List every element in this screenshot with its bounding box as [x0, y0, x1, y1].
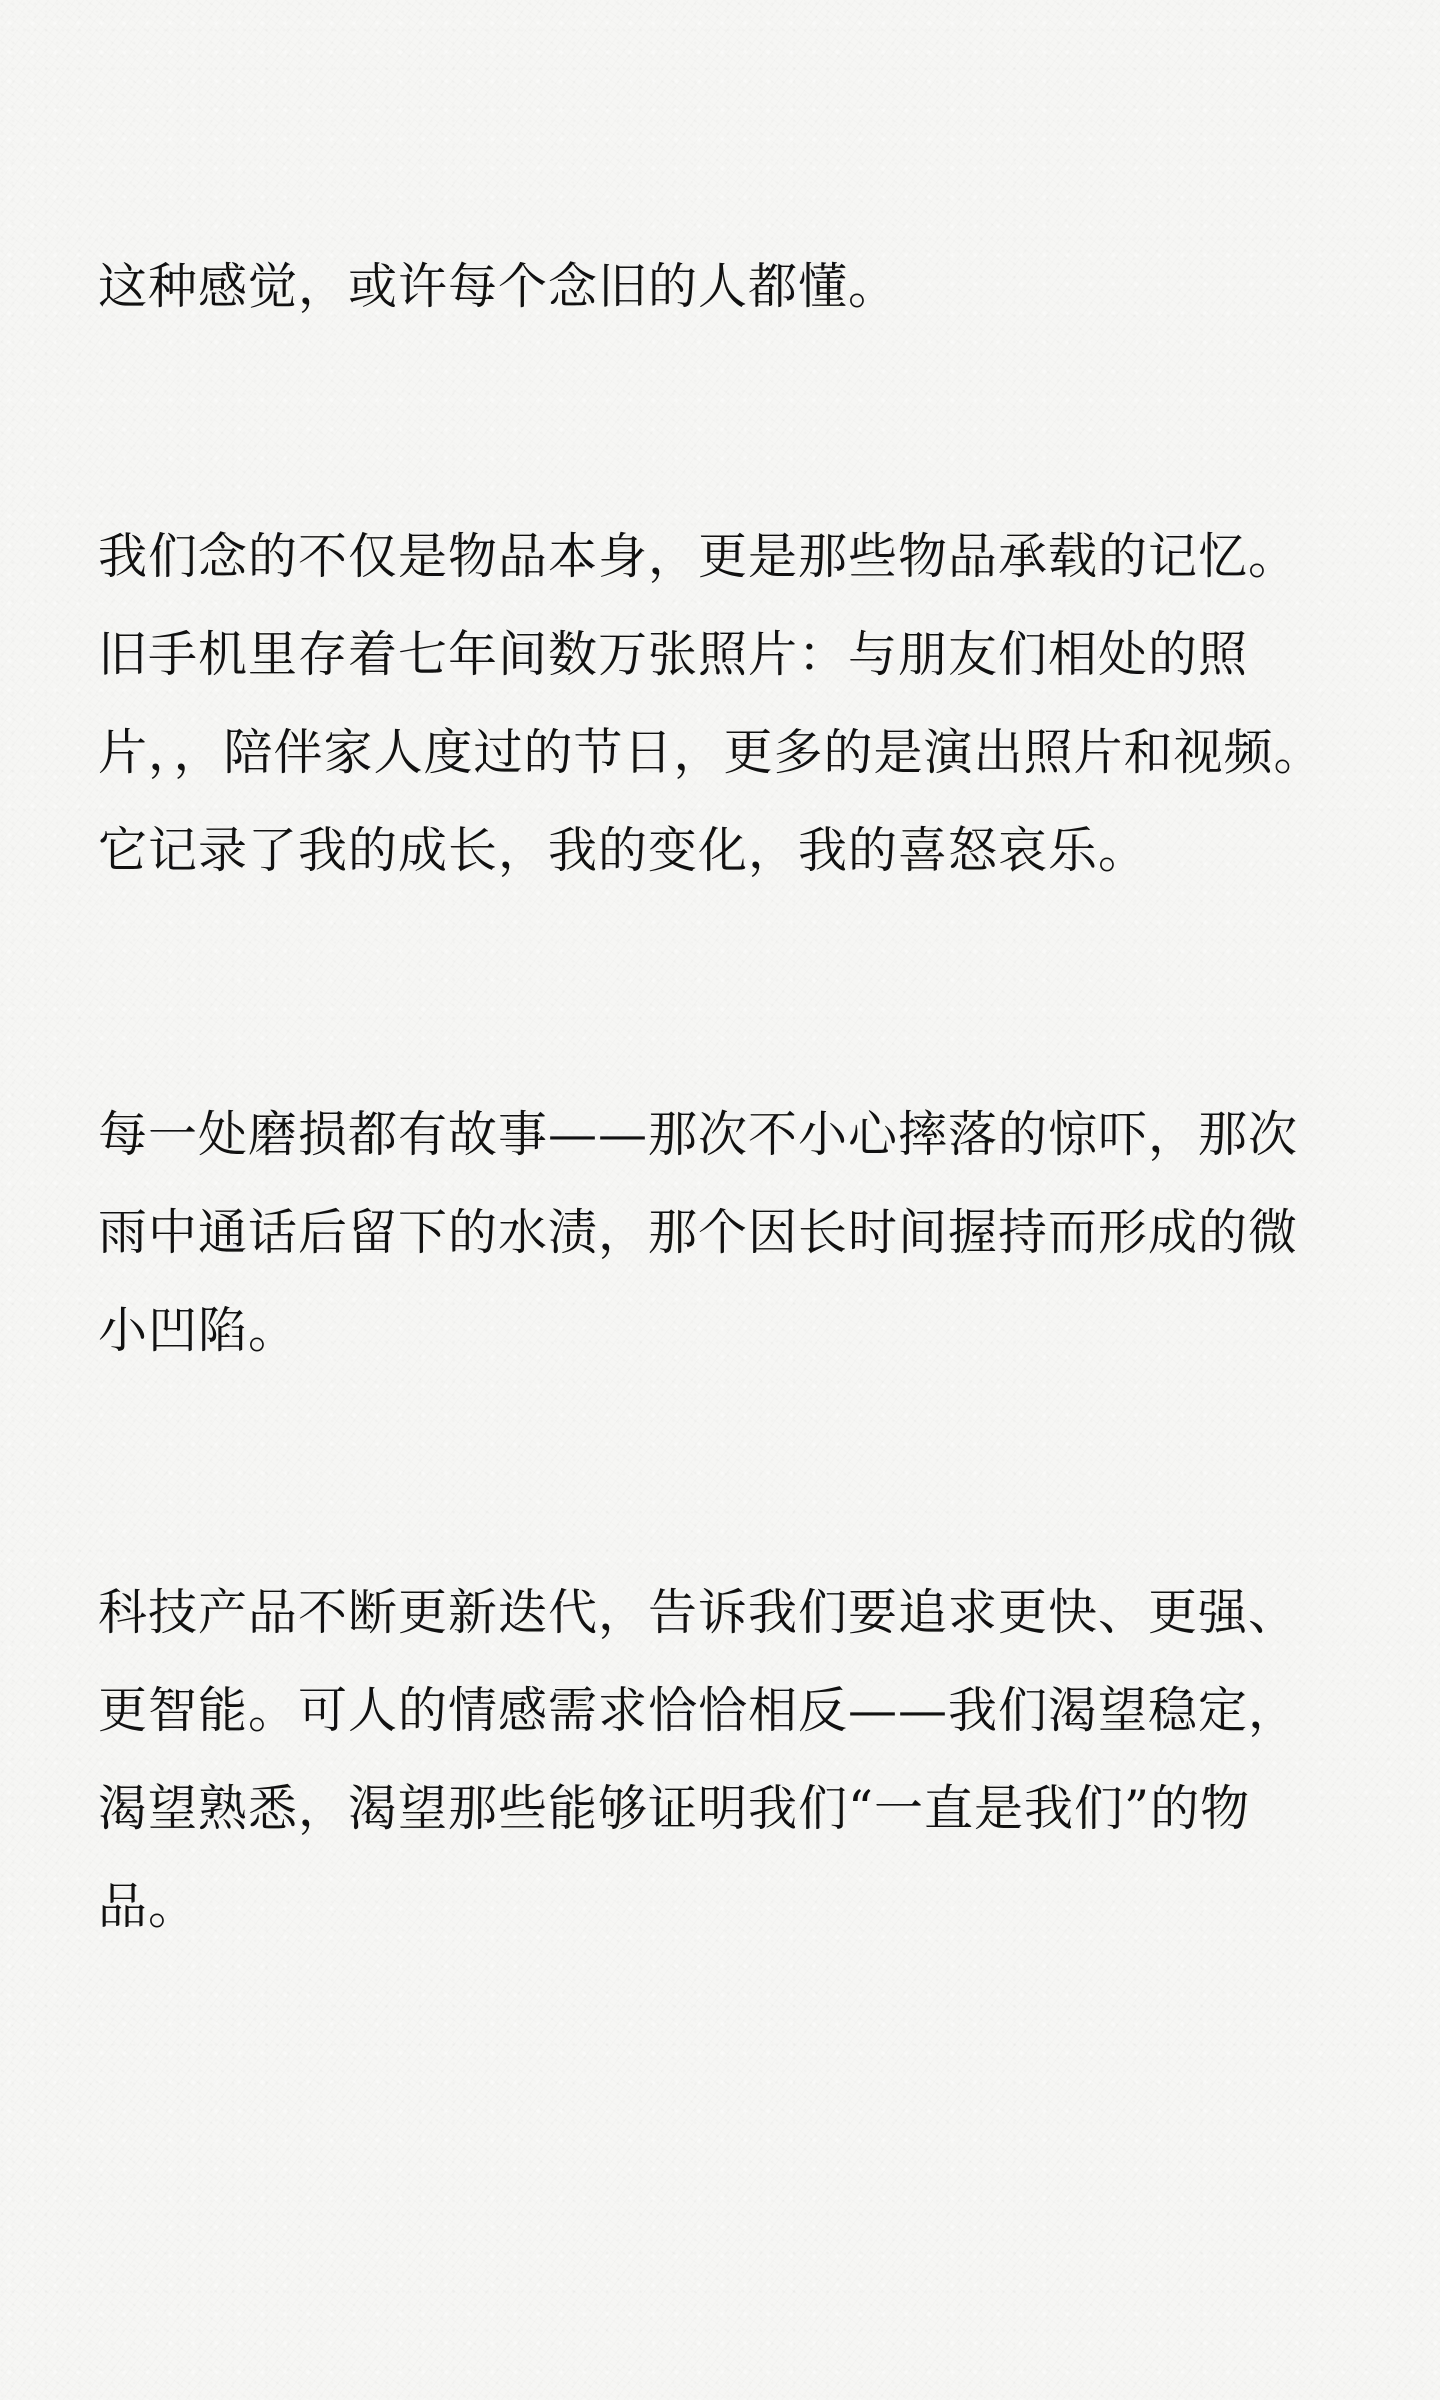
paragraph-2: 我们念的不仅是物品本身，更是那些物品承载的记忆。旧手机里存着七年间数万张照片：与朋友们相处的照片，，陪伴家人度过的节日，更多的是演出照片和视频。它记录了我的成长，我的变化，我的喜怒哀乐。: [98, 528, 1324, 879]
paragraph-3: 每一处磨损都有故事——那次不小心摔落的惊吓，那次雨中通话后留下的水渍，那个因长时间握持而形成的微小凹陷。: [98, 1106, 1299, 1359]
paragraph-4: 科技产品不断更新迭代，告诉我们要追求更快、更强、更智能。可人的情感需求恰恰相反——我们渴望稳定，渴望熟悉，渴望那些能够证明我们“一直是我们”的物品。: [98, 1584, 1299, 1935]
paragraph-1: 这种感觉，或许每个念旧的人都懂。: [98, 258, 899, 315]
